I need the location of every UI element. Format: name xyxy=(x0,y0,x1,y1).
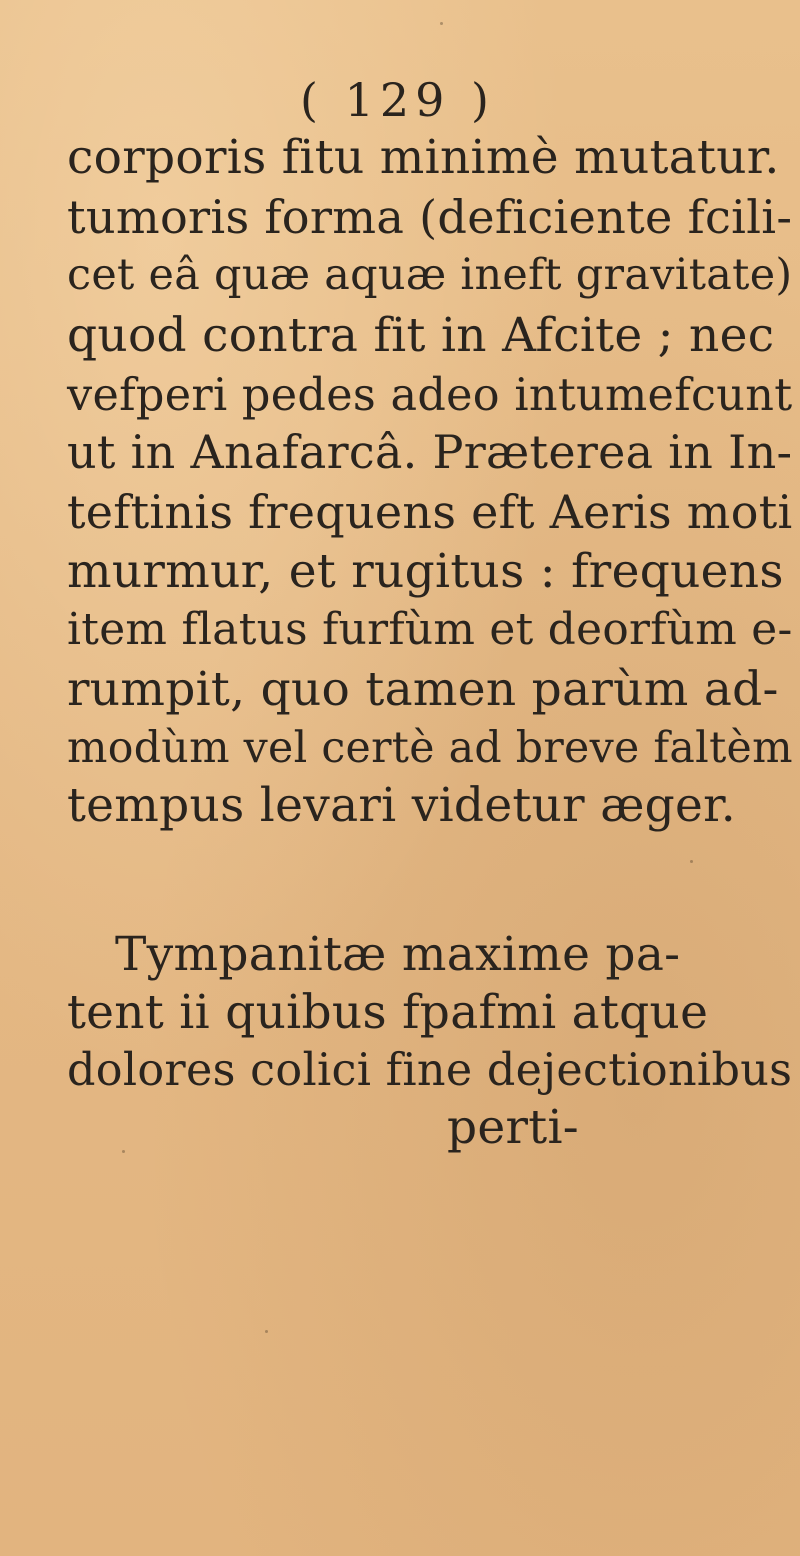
paper-speck xyxy=(122,1150,125,1153)
page-number: ( 129 ) xyxy=(300,73,495,127)
text-line: teftinis frequens eft Aeris moti xyxy=(67,485,793,539)
text-line: dolores colici fine dejectionibus xyxy=(67,1045,793,1096)
text-line: tumoris forma (deficiente fcili- xyxy=(67,190,793,244)
text-line: corporis fitu minimè mutatur. xyxy=(67,130,780,185)
catchword: perti- xyxy=(447,1100,579,1155)
paper-speck xyxy=(440,22,443,25)
text-line: murmur, et rugitus : frequens xyxy=(67,544,784,599)
text-line: rumpit, quo tamen parùm ad- xyxy=(67,662,779,717)
text-line: tent ii quibus fpafmi atque xyxy=(67,985,709,1040)
text-line: modùm vel certè ad breve faltèm xyxy=(67,723,793,773)
text-line: cet eâ quæ aquæ ineft gravitate) xyxy=(67,250,793,300)
text-line: quod contra fit in Afcite ; nec xyxy=(67,308,775,363)
text-line: ut in Anafarcâ. Præterea in In- xyxy=(67,425,793,479)
section-start-line: Tympanitæ maxime pa- xyxy=(115,927,681,982)
paper-speck xyxy=(265,1330,268,1333)
paper-speck xyxy=(690,860,693,863)
text-line: vefperi pedes adeo intumefcunt xyxy=(67,369,793,421)
text-line: tempus levari videtur æger. xyxy=(67,778,737,833)
text-line: item flatus furfùm et deorfùm e- xyxy=(67,604,793,655)
